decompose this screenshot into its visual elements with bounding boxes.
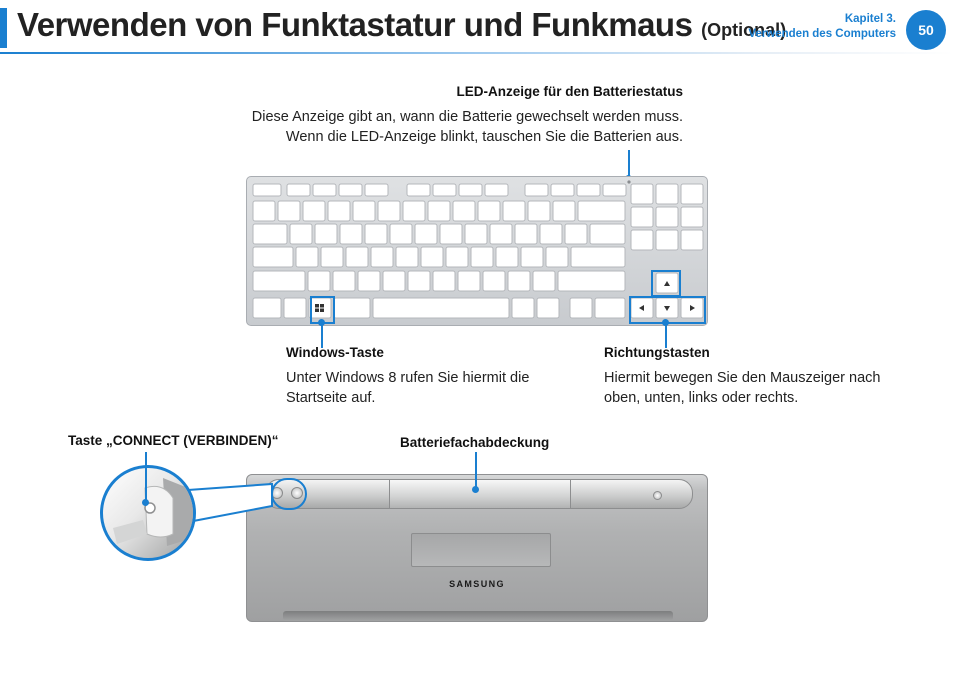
header-divider xyxy=(0,52,954,54)
arrows-callout-dot xyxy=(662,319,669,326)
arrows-desc-line2: oben, unten, links oder rechts. xyxy=(604,390,799,406)
windows-callout-dot xyxy=(318,319,325,326)
chapter-name: Verwenden des Computers xyxy=(748,28,896,40)
arrows-desc-line1: Hiermit bewegen Sie den Mauszeiger nach xyxy=(604,370,881,386)
windows-desc-line1: Unter Windows 8 rufen Sie hiermit die xyxy=(286,370,530,386)
connect-callout-dot xyxy=(142,499,149,506)
windows-callout-description xyxy=(286,368,529,408)
battery-cover xyxy=(389,479,571,509)
connect-button-zoom xyxy=(100,465,196,561)
chapter-number: Kapitel 3. xyxy=(844,13,896,25)
led-desc-line2: Wenn die LED-Anzeige blinkt, tauschen Sie die Batterien aus. xyxy=(285,129,683,145)
battery-callout-dot xyxy=(472,486,479,493)
arrow-up-highlight xyxy=(651,270,681,297)
windows-desc-line2: Startseite auf. xyxy=(286,390,376,406)
bottom-foot-strip xyxy=(283,611,673,621)
battery-cover-callout-title: Batteriefachabdeckung xyxy=(400,435,550,450)
page-title xyxy=(17,6,786,44)
samsung-logo: SAMSUNG xyxy=(449,579,505,589)
arrows-callout-description xyxy=(604,368,880,408)
windows-callout-title: Windows-Taste xyxy=(286,345,384,360)
led-callout-line xyxy=(628,150,630,177)
connect-button-zoom-graphic xyxy=(103,468,193,558)
led-callout-title: LED-Anzeige für den Batteriestatus xyxy=(456,84,683,99)
bottom-label-plate xyxy=(411,533,551,567)
connect-callout-title: Taste „CONNECT (VERBINDEN)“ xyxy=(68,433,279,448)
led-indicator xyxy=(627,180,630,183)
connect-callout-line xyxy=(145,452,147,502)
page-number-badge: 50 xyxy=(906,10,946,50)
led-callout-description xyxy=(252,107,683,147)
rubber-foot xyxy=(653,491,662,500)
arrows-callout-title: Richtungstasten xyxy=(604,345,710,360)
page-title-text: Verwenden von Funktastatur und Funkmaus xyxy=(17,6,693,43)
chapter-label xyxy=(748,12,896,42)
battery-callout-line xyxy=(475,452,477,488)
header-accent-bar xyxy=(0,8,7,48)
led-desc-line1: Diese Anzeige gibt an, wann die Batterie gewechselt werden muss. xyxy=(251,109,683,125)
keyboard-bottom-view xyxy=(246,474,708,622)
page-title-suffix: (Optional) xyxy=(701,20,787,40)
